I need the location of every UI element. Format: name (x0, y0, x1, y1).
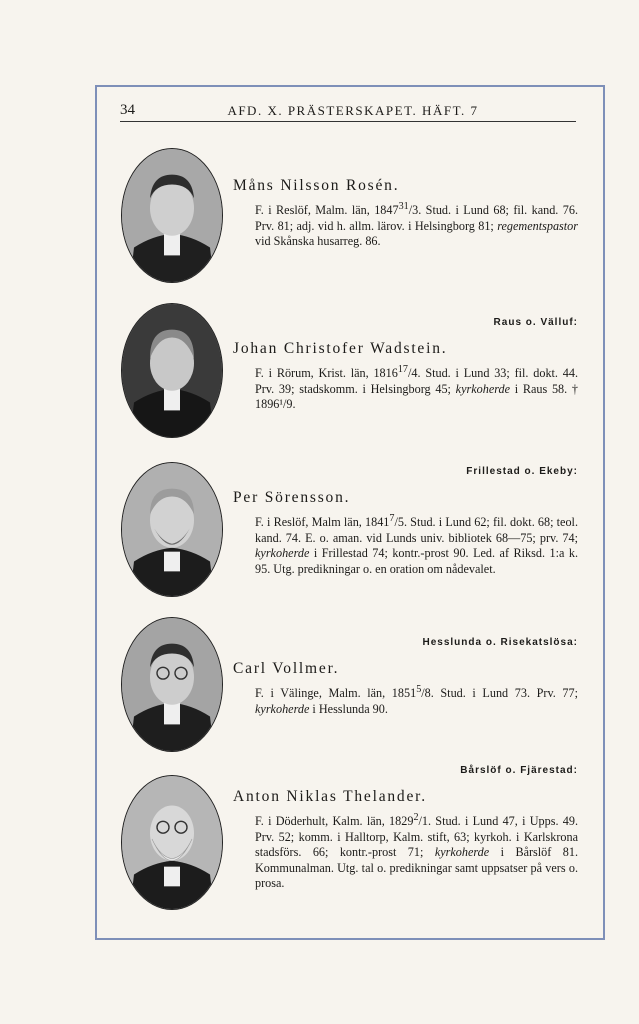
biography-entry (233, 489, 578, 577)
biography-text: F. i Rörum, Krist. län, 1816$^{17}$/4. Stud. i Lund 33; fil. dokt. 44. Prv. 39; stadskomm. i Helsingborg 45; kyrkoherde i Raus 58. † 1896¹/9. (255, 364, 579, 412)
biography-entry (233, 788, 578, 892)
portrait-image (121, 148, 223, 283)
page-number: 34 (120, 102, 135, 118)
portrait-image (121, 462, 223, 597)
parish-heading: Bårslöf o. Fjärestad: (460, 765, 578, 776)
biography-text: F. i Döderhult, Kalm. län, 1829$^2$/1. Stud. i Lund 47, i Upps. 49. Prv. 52; komm. i Halltorp, Kalm. stift, 63; kyrkoh. i Karlskrona stadsförs. 66; kontr.-prost 71; kyrkoherde i Bårslöf 81. Kommunalman. Utg. tal o. predikningar samt uppsatser på vers o. prosa. (255, 812, 579, 891)
parish-heading: Frillestad o. Ekeby: (466, 466, 578, 477)
biography-text: F. i Reslöf, Malm. län, 1847$^{31}$/3. Stud. i Lund 68; fil. kand. 76. Prv. 81; adj. vid h. allm. lärov. i Helsingborg 81; regementspastor vid Skånska husarreg. 86. (255, 201, 579, 249)
header-title: AFD. X. PRÄSTERSKAPET. HÄFT. 7 (227, 103, 479, 118)
portrait-image (121, 775, 223, 910)
running-header (120, 100, 576, 122)
biography-entry (233, 340, 578, 413)
person-name: Per Sörensson. (233, 489, 351, 506)
portrait-image (121, 303, 223, 438)
person-name: Anton Niklas Thelander. (233, 788, 427, 805)
biography-entry (233, 660, 578, 717)
person-name: Måns Nilsson Rosén. (233, 177, 400, 194)
biography-entry (233, 177, 578, 250)
parish-heading: Hesslunda o. Risekatslösa: (422, 637, 578, 648)
person-name: Johan Christofer Wadstein. (233, 340, 448, 357)
parish-heading: Raus o. Välluf: (493, 317, 578, 328)
person-name: Carl Vollmer. (233, 660, 340, 677)
biography-text: F. i Reslöf, Malm län, 1841$^7$/5. Stud. i Lund 62; fil. dokt. 68; teol. kand. 74. E. o. aman. vid Lunds univ. bibliotek 68—75; prv. 74; kyrkoherde i Frillestad 74; kontr.-prost 90. Led. af Riksd. 1:a k. 95. Utg. predikningar o. en oration om nådevalet. (255, 513, 579, 576)
portrait-image (121, 617, 223, 752)
biography-text: F. i Välinge, Malm. län, 1851$^5$/8. Stud. i Lund 73. Prv. 77; kyrkoherde i Hesslunda 90. (255, 684, 578, 716)
